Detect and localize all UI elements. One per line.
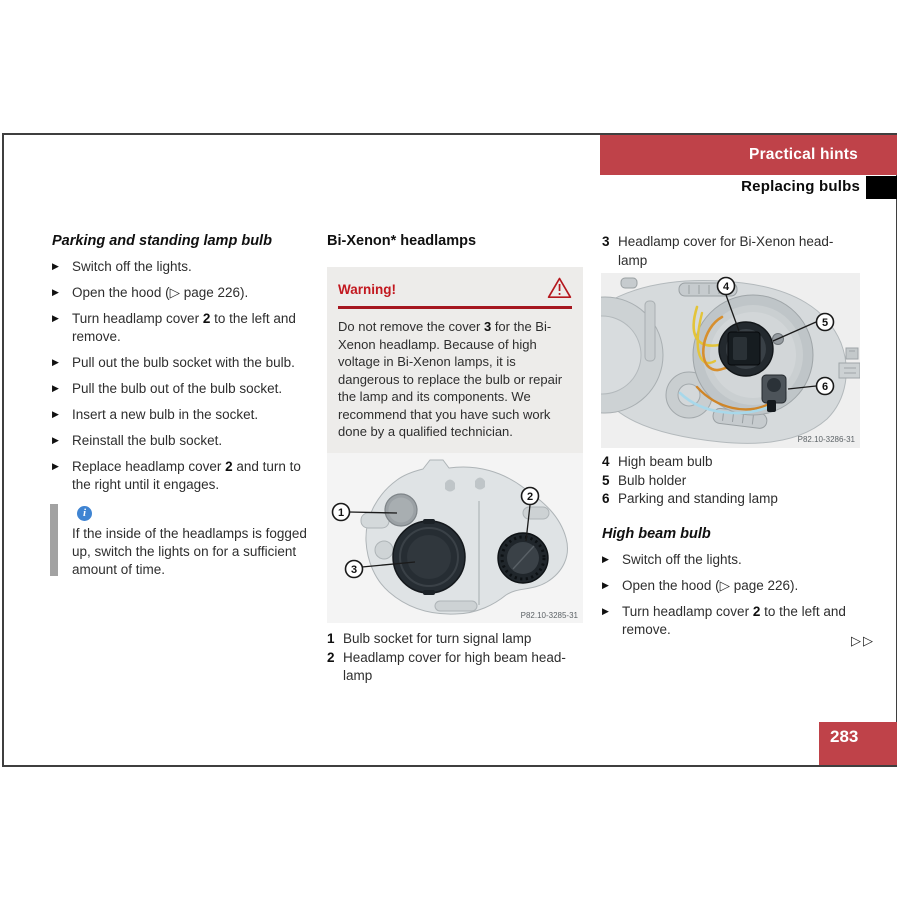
list-item: ▶ Reinstall the bulb socket. <box>52 433 223 448</box>
warning-box <box>327 267 583 453</box>
page-border-right <box>896 175 898 766</box>
list-item: ▶ Turn headlamp cover 2 to the left and remove. <box>52 311 296 344</box>
caption-item: 3 Headlamp cover for Bi-Xenon head-lamp <box>602 234 834 268</box>
page-border-left <box>2 133 4 766</box>
list-item: ▶ Pull the bulb out of the bulb socket. <box>52 381 283 396</box>
callout-number-2: 2 <box>526 491 534 503</box>
bullet-arrow-icon: ▶ <box>52 461 59 471</box>
list-item: ▶ Open the hood (▷ page 226). <box>52 285 249 300</box>
page-border-bottom <box>2 765 897 767</box>
right-column <box>602 453 860 639</box>
warning-triangle-icon <box>547 277 572 299</box>
note-text: If the inside of the headlamps is fogged up, switch the lights on for a sufficient amount of time. <box>72 526 307 577</box>
section-banner <box>600 135 897 176</box>
housing-tab <box>361 513 389 528</box>
section-label: Practical hints <box>749 145 858 163</box>
caption-item: 2 Headlamp cover for high beam head-lamp <box>327 649 566 683</box>
bullet-arrow-icon: ▶ <box>52 313 59 323</box>
figure2-captions <box>602 453 860 509</box>
callout-number-1: 1 <box>337 507 345 519</box>
page-number: 283 <box>819 722 897 765</box>
callout-number-6: 6 <box>821 381 829 393</box>
caption-item: 4 High beam bulb <box>602 454 713 469</box>
list-item: ▶ Replace headlamp cover 2 and turn to the right until it engages. <box>52 459 301 492</box>
middle-heading: Bi-Xenon* headlamps <box>327 233 477 249</box>
headlamp-rear-illustration <box>327 453 583 623</box>
bullet-arrow-icon: ▶ <box>602 553 609 564</box>
right-bullet-list <box>602 551 860 639</box>
bullet-arrow-icon: ▶ <box>52 357 59 367</box>
bullet-arrow-icon: ▶ <box>602 605 609 616</box>
continuation-marker: ▷▷ <box>851 633 875 648</box>
note-side-bar <box>50 504 58 576</box>
bullet-arrow-icon: ▶ <box>52 261 59 271</box>
bullet-arrow-icon: ▶ <box>52 383 59 393</box>
callout-number-3: 3 <box>350 564 358 576</box>
info-icon: i <box>77 506 92 521</box>
warning-title: Warning! <box>338 282 396 297</box>
chapter-marker-square <box>866 176 897 199</box>
bullet-arrow-icon: ▶ <box>52 435 59 445</box>
bullet-arrow-icon: ▶ <box>52 409 59 419</box>
left-column <box>52 232 310 579</box>
warning-rule <box>338 306 572 309</box>
callout-number-4: 4 <box>722 281 730 293</box>
caption-item: 6 Parking and standing lamp <box>602 491 778 506</box>
caption-item: 5 Bulb holder <box>602 472 687 488</box>
figure-code: P82.10-3285-31 <box>520 611 578 620</box>
figure1-captions <box>327 630 583 686</box>
list-item: ▶ Turn headlamp cover 2 to the left and remove. <box>602 603 846 637</box>
bullet-arrow-icon: ▶ <box>52 287 59 297</box>
middle-column <box>327 232 583 453</box>
list-item: ▶ Insert a new bulb in the socket. <box>52 407 259 422</box>
list-item: ▶ Switch off the lights. <box>52 259 192 274</box>
callout-number-5: 5 <box>821 317 829 329</box>
right-heading: High beam bulb <box>602 525 711 542</box>
list-item: ▶ Open the hood (▷ page 226). <box>602 577 799 593</box>
bi-xenon-headlamp-illustration <box>601 273 860 448</box>
left-bullet-list <box>52 258 310 494</box>
list-item: ▶ Pull out the bulb socket with the bulb. <box>52 355 295 370</box>
right-column-top-caption <box>602 233 860 270</box>
bullet-arrow-icon: ▶ <box>602 579 609 590</box>
figure-code: P82.10-3286-31 <box>797 435 855 444</box>
caption-item: 1 Bulb socket for turn signal lamp <box>327 631 532 646</box>
left-heading: Parking and standing lamp bulb <box>52 233 272 249</box>
list-item: ▶ Switch off the lights. <box>602 551 742 567</box>
page-title: Replacing bulbs <box>741 178 860 195</box>
figure-bixenon-interior <box>601 273 860 448</box>
warning-text: Do not remove the cover 3 for the Bi-Xenon headlamp. Because of high voltage in Bi-Xenon lamps, it is dangerous to replace the bulb or repair the lamp and its components. We recommend that you have such work done by a qualified technician. <box>338 319 563 439</box>
figure-headlamp-covers <box>327 453 583 623</box>
info-note <box>52 503 310 579</box>
